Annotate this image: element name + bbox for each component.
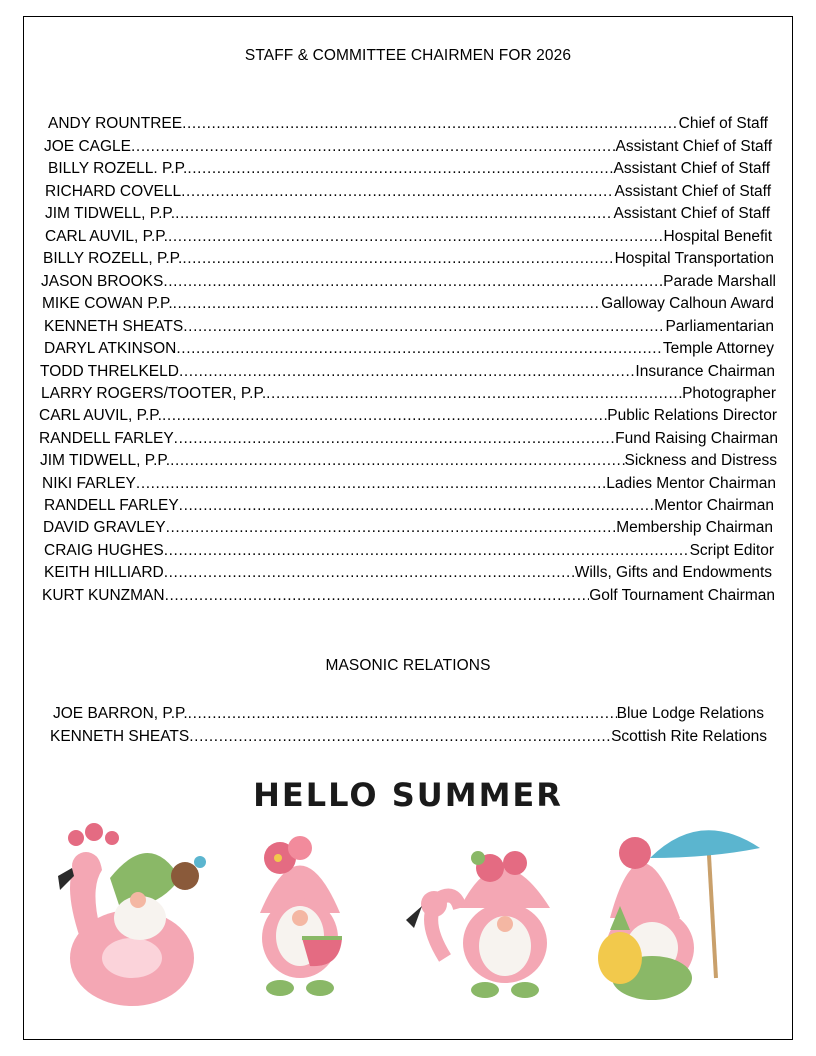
staff-row — [39, 428, 778, 448]
staff-role: Assistant Chief of Staff — [613, 160, 770, 177]
staff-role: Sickness and Distress — [624, 452, 777, 469]
staff-row — [39, 405, 777, 425]
masonic-role: Scottish Rite Relations — [611, 728, 767, 745]
page-title: STAFF & COMMITTEE CHAIRMEN FOR 2026 — [244, 47, 572, 64]
watermelon-gnome-icon — [260, 836, 342, 996]
dot-leader — [162, 407, 607, 425]
staff-name: LARRY ROGERS/TOOTER, P.P. — [41, 385, 267, 402]
staff-name: BILLY ROZELL, P.P. — [43, 250, 183, 267]
staff-role: Insurance Chairman — [635, 363, 775, 380]
staff-name: JIM TIDWELL, P.P. — [45, 205, 176, 222]
dot-leader — [183, 318, 665, 336]
staff-name: JASON BROOKS — [41, 273, 164, 290]
staff-role: Parade Marshall — [663, 273, 776, 290]
staff-role: Photographer — [682, 385, 776, 402]
staff-name: TODD THRELKELD — [40, 363, 179, 380]
staff-role: Ladies Mentor Chairman — [606, 475, 776, 492]
hello-summer-banner: HELLO SUMMER — [253, 776, 563, 814]
staff-row — [44, 540, 774, 560]
staff-row — [42, 473, 776, 493]
staff-row — [40, 450, 777, 470]
staff-name: JIM TIDWELL, P.P. — [40, 452, 171, 469]
dot-leader — [182, 250, 614, 268]
dot-leader — [165, 587, 590, 605]
staff-name: CARL AUVIL, P.P. — [45, 228, 168, 245]
staff-row — [44, 316, 774, 336]
staff-row — [41, 383, 776, 403]
staff-row — [43, 248, 774, 268]
staff-role: Wills, Gifts and Endowments — [574, 564, 772, 581]
staff-row — [41, 271, 776, 291]
dot-leader — [131, 138, 615, 156]
staff-row — [44, 338, 774, 358]
staff-name: MIKE COWAN P.P. — [42, 295, 173, 312]
dot-leader — [176, 340, 662, 358]
staff-name: DAVID GRAVLEY — [43, 519, 166, 536]
staff-role: Script Editor — [689, 542, 774, 559]
dot-leader — [170, 452, 624, 470]
staff-role: Chief of Staff — [678, 115, 768, 132]
masonic-row — [53, 703, 764, 723]
staff-role: Membership Chairman — [616, 519, 773, 536]
staff-name: DARYL ATKINSON — [44, 340, 177, 357]
dot-leader — [168, 228, 664, 246]
staff-row — [45, 203, 770, 223]
dot-leader — [175, 205, 613, 223]
staff-name: CRAIG HUGHES — [44, 542, 164, 559]
masonic-role: Blue Lodge Relations — [616, 705, 764, 722]
dot-leader — [173, 295, 601, 313]
dot-leader — [266, 385, 682, 403]
staff-name: ANDY ROUNTREE — [48, 115, 183, 132]
staff-role: Mentor Chairman — [654, 497, 774, 514]
dot-leader — [179, 363, 635, 381]
staff-name: KURT KUNZMAN — [42, 587, 165, 604]
staff-row — [42, 585, 775, 605]
flamingo-gnome-icon — [406, 851, 550, 998]
dot-leader — [182, 115, 679, 133]
staff-role: Assistant Chief of Staff — [613, 205, 770, 222]
staff-row — [48, 158, 770, 178]
dot-leader — [164, 542, 690, 560]
dot-leader — [188, 705, 617, 723]
staff-role: Parliamentarian — [665, 318, 774, 335]
dot-leader — [174, 430, 616, 448]
umbrella-pineapple-gnome-icon — [598, 830, 760, 1000]
staff-role: Hospital Benefit — [663, 228, 772, 245]
staff-row — [42, 293, 774, 313]
staff-name: NIKI FARLEY — [42, 475, 136, 492]
staff-name: KENNETH SHEATS — [44, 318, 184, 335]
masonic-relations-title: MASONIC RELATIONS — [325, 657, 491, 674]
staff-row — [44, 495, 774, 515]
staff-name: JOE CAGLE — [44, 138, 131, 155]
dot-leader — [187, 160, 613, 178]
staff-role: Hospital Transportation — [614, 250, 774, 267]
staff-role: Galloway Calhoun Award — [601, 295, 774, 312]
staff-row — [44, 562, 772, 582]
staff-role: Fund Raising Chairman — [615, 430, 778, 447]
masonic-name: JOE BARRON, P.P. — [53, 705, 188, 722]
staff-role: Golf Tournament Chairman — [589, 587, 775, 604]
staff-name: RICHARD COVELL — [45, 183, 182, 200]
staff-row — [48, 113, 768, 133]
dot-leader — [181, 183, 614, 201]
staff-row — [45, 181, 771, 201]
staff-role: Assistant Chief of Staff — [614, 183, 771, 200]
masonic-row — [50, 726, 767, 746]
dot-leader — [163, 273, 663, 291]
dot-leader — [166, 519, 617, 537]
staff-role: Temple Attorney — [662, 340, 774, 357]
staff-row — [45, 226, 772, 246]
masonic-name: KENNETH SHEATS — [50, 728, 190, 745]
dot-leader — [136, 475, 606, 493]
dot-leader — [189, 728, 611, 746]
staff-role: Public Relations Director — [607, 407, 777, 424]
dot-leader — [164, 564, 575, 582]
staff-name: CARL AUVIL, P.P. — [39, 407, 162, 424]
staff-name: RANDELL FARLEY — [44, 497, 179, 514]
dot-leader — [179, 497, 655, 515]
staff-row — [44, 136, 772, 156]
staff-name: BILLY ROZELL. P.P. — [48, 160, 188, 177]
staff-role: Assistant Chief of Staff — [615, 138, 772, 155]
staff-name: RANDELL FARLEY — [39, 430, 174, 447]
summer-gnomes-illustration — [40, 818, 780, 1018]
staff-row — [43, 517, 773, 537]
staff-row — [40, 361, 775, 381]
staff-name: KEITH HILLIARD — [44, 564, 164, 581]
flamingo-float-gnome-icon — [58, 823, 206, 1006]
